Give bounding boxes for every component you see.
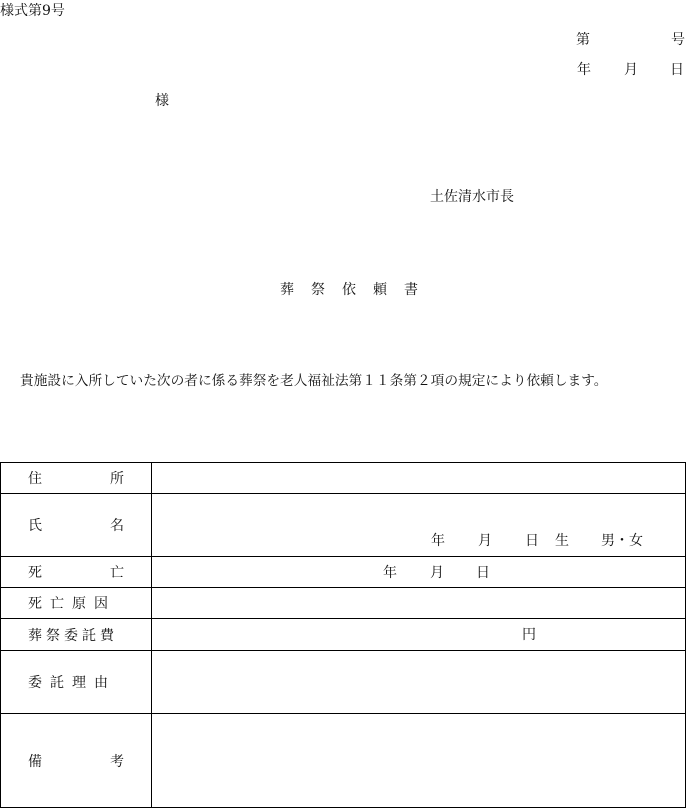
cause-field[interactable]	[152, 588, 686, 619]
label-char: 考	[110, 753, 124, 770]
label-char: 由	[94, 675, 108, 691]
row-death	[1, 557, 686, 588]
addressee-suffix: 様	[155, 93, 169, 109]
address-field[interactable]	[152, 463, 686, 494]
label-remarks	[1, 714, 152, 808]
label-char: 託	[82, 627, 96, 644]
birth-label: 生	[555, 533, 569, 549]
label-char: 委	[64, 627, 78, 644]
funeral-request-table	[0, 462, 686, 808]
row-reason	[1, 651, 686, 714]
label-char: 備	[28, 753, 42, 770]
title-char: 頼	[373, 282, 387, 298]
row-remarks	[1, 714, 686, 808]
birth-day: 日	[525, 533, 539, 549]
row-fee	[1, 619, 686, 651]
label-char: 死	[28, 565, 42, 581]
date-month: 月	[624, 62, 638, 78]
label-char: 葬	[28, 627, 42, 644]
title-char: 祭	[311, 282, 325, 298]
label-char: 所	[110, 471, 124, 487]
label-char: 理	[72, 675, 86, 691]
label-char: 住	[28, 471, 42, 487]
doc-number-suffix: 号	[671, 32, 685, 48]
label-char: 亡	[110, 565, 124, 581]
sex-choice[interactable]: 男・女	[601, 533, 643, 549]
form-number: 様式第9号	[0, 3, 65, 19]
remarks-field[interactable]	[152, 714, 686, 808]
label-name	[1, 494, 152, 557]
date-day: 日	[670, 62, 684, 78]
death-day: 日	[476, 565, 490, 581]
birth-month: 月	[478, 533, 492, 549]
title-char: 書	[404, 282, 418, 298]
label-address	[1, 463, 152, 494]
issuer: 土佐清水市長	[430, 189, 514, 205]
title-char: 葬	[280, 282, 294, 298]
fee-unit: 円	[522, 627, 536, 643]
label-char: 因	[94, 596, 108, 612]
doc-number-prefix: 第	[576, 32, 590, 48]
label-fee	[1, 619, 152, 651]
label-cause	[1, 588, 152, 619]
label-char: 亡	[50, 596, 64, 612]
row-name	[1, 494, 686, 557]
row-address	[1, 463, 686, 494]
name-field[interactable]	[152, 494, 686, 557]
label-char: 原	[72, 596, 86, 612]
label-char: 名	[110, 518, 124, 534]
label-char: 費	[100, 627, 114, 644]
title-char: 依	[342, 282, 356, 298]
label-death	[1, 557, 152, 588]
death-month: 月	[430, 565, 444, 581]
label-char: 委	[28, 675, 42, 691]
death-year: 年	[383, 565, 397, 581]
death-date-field[interactable]	[152, 557, 686, 588]
fee-field[interactable]	[152, 619, 686, 651]
label-char: 託	[50, 675, 64, 691]
date-year: 年	[577, 62, 591, 78]
reason-field[interactable]	[152, 651, 686, 714]
label-char: 祭	[46, 627, 60, 644]
birth-year: 年	[431, 533, 445, 549]
label-reason	[1, 651, 152, 714]
request-body: 貴施設に入所していた次の者に係る葬祭を老人福祉法第１１条第２項の規定により依頼します。	[20, 373, 608, 389]
label-char: 死	[28, 596, 42, 612]
label-char: 氏	[28, 518, 42, 534]
row-cause	[1, 588, 686, 619]
